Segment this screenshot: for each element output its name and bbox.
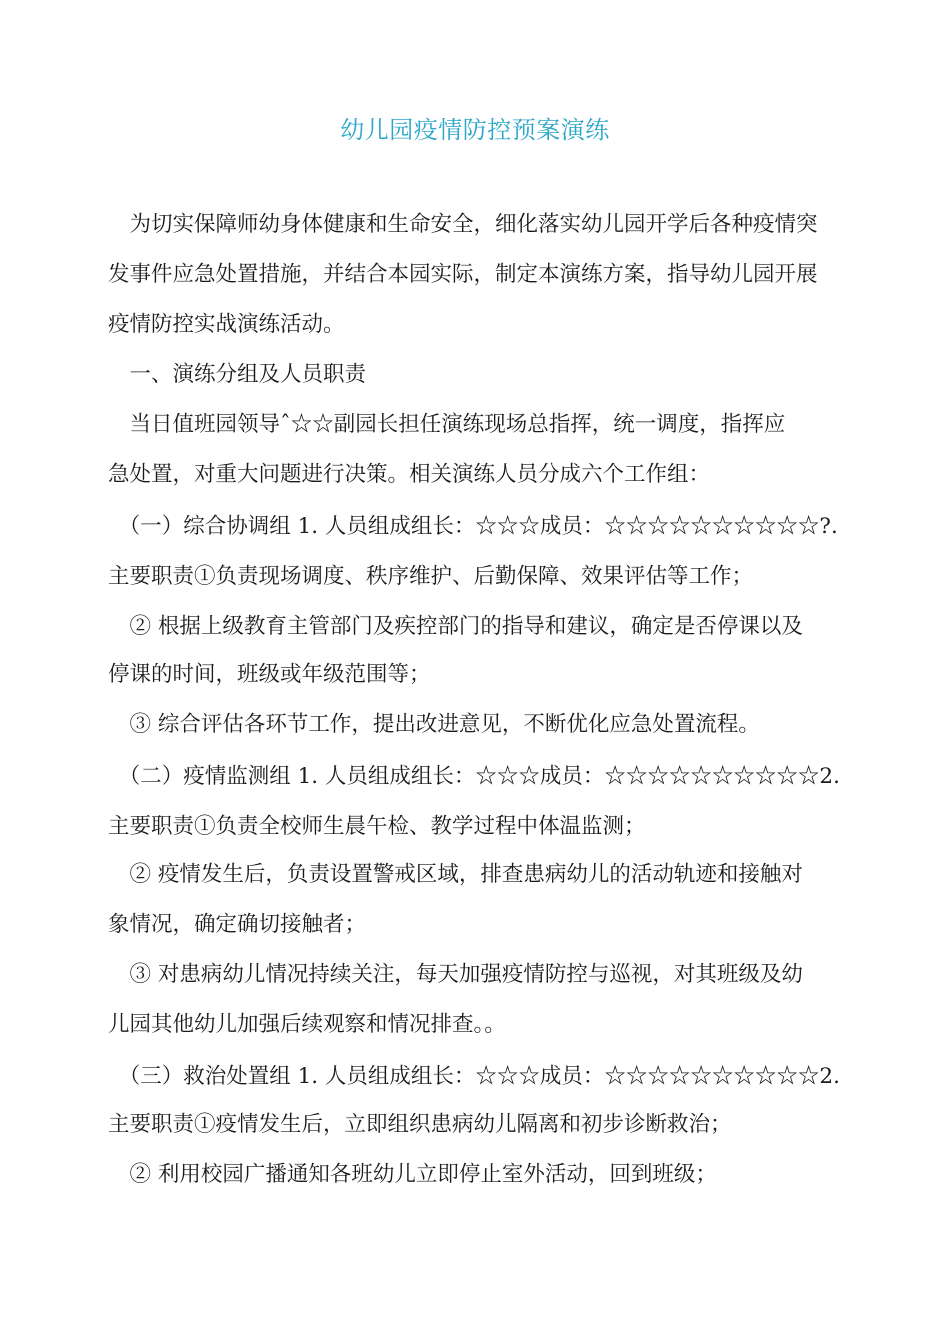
paragraph-line: ② 利用校园广播通知各班幼儿立即停止室外活动，回到班级； — [108, 1162, 717, 1187]
paragraph-line: 疫情防控实战演练活动。 — [108, 312, 345, 337]
paragraph-line: （二）疫情监测组 1. 人员组成组长：☆☆☆成员：☆☆☆☆☆☆☆☆☆☆2. — [108, 764, 840, 789]
paragraph-line: 当日值班园领导ˆ☆☆副园长担任演练现场总指挥，统一调度，指挥应 — [108, 412, 786, 437]
document-title: 幼儿园疫情防控预案演练 — [340, 116, 610, 144]
paragraph-line: 主要职责①负责现场调度、秩序维护、后勤保障、效果评估等工作； — [108, 564, 754, 589]
paragraph-line: 发事件应急处置措施，并结合本园实际，制定本演练方案，指导幼儿园开展 — [108, 262, 818, 287]
paragraph-line: ③ 综合评估各环节工作，提出改进意见，不断优化应急处置流程。 — [108, 712, 760, 737]
paragraph-line: 象情况，确定确切接触者； — [108, 912, 367, 937]
paragraph-line: ③ 对患病幼儿情况持续关注，每天加强疫情防控与巡视，对其班级及幼 — [108, 962, 803, 987]
paragraph-line: 停课的时间，班级或年级范围等； — [108, 662, 431, 687]
paragraph-line: 儿园其他幼儿加强后续观察和情况排查。。 — [108, 1012, 506, 1037]
paragraph-line: 为切实保障师幼身体健康和生命安全，细化落实幼儿园开学后各种疫情突 — [108, 212, 818, 237]
paragraph-line: 主要职责①负责全校师生晨午检、教学过程中体温监测； — [108, 814, 646, 839]
paragraph-line: 急处置，对重大问题进行决策。相关演练人员分成六个工作组： — [108, 462, 711, 487]
paragraph-line: 主要职责①疫情发生后，立即组织患病幼儿隔离和初步诊断救治； — [108, 1112, 732, 1137]
paragraph-line: （三）救治处置组 1. 人员组成组长：☆☆☆成员：☆☆☆☆☆☆☆☆☆☆2. — [108, 1064, 840, 1089]
paragraph-line: ② 疫情发生后，负责设置警戒区域，排查患病幼儿的活动轨迹和接触对 — [108, 862, 803, 887]
paragraph-line: ② 根据上级教育主管部门及疾控部门的指导和建议，确定是否停课以及 — [108, 614, 803, 639]
section-heading: 一、演练分组及人员职责 — [108, 362, 367, 387]
paragraph-line: （一）综合协调组 1. 人员组成组长：☆☆☆成员：☆☆☆☆☆☆☆☆☆☆?. — [108, 514, 838, 539]
